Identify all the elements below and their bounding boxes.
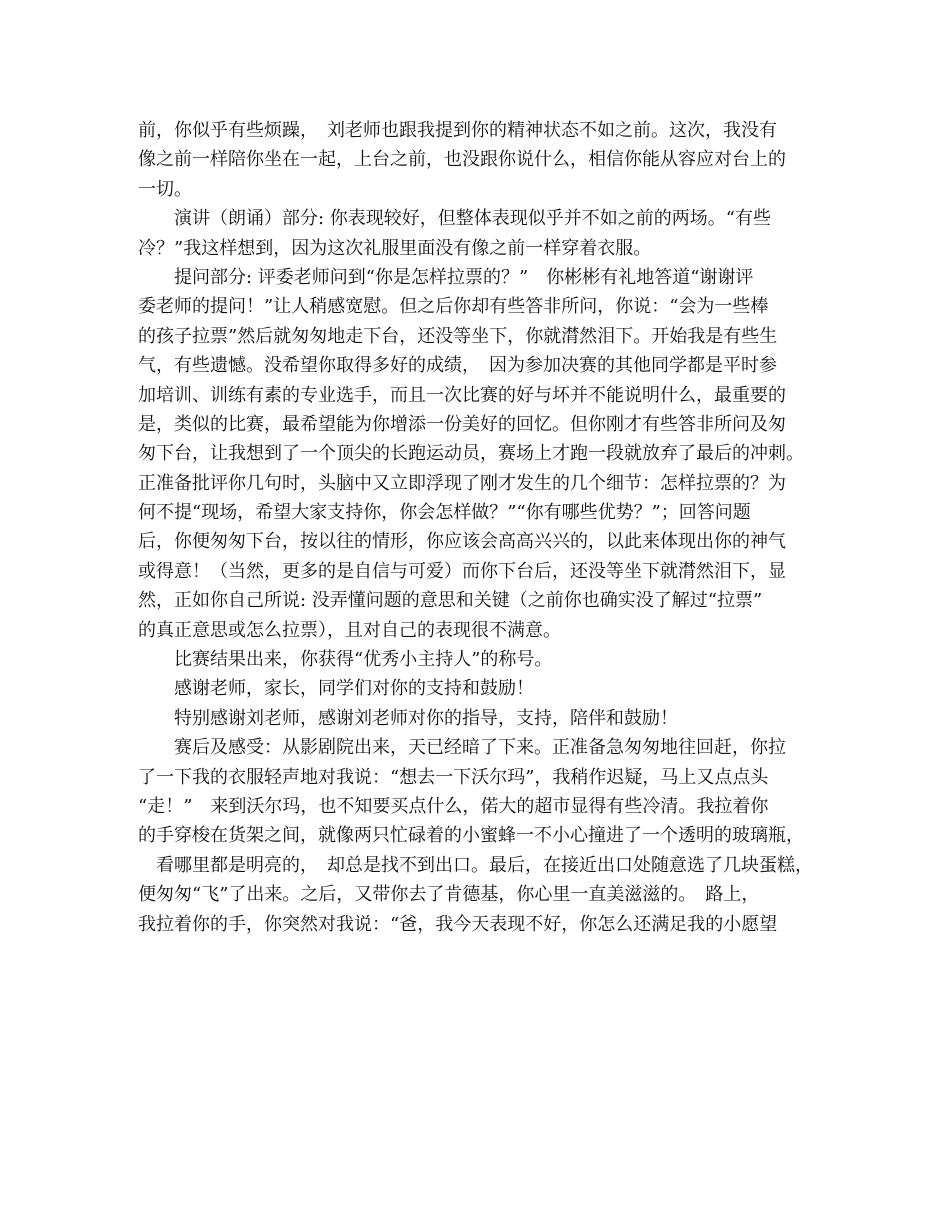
text-line: 匆下台，让我想到了一个顶尖的长跑运动员，赛场上才跑一段就放弃了最后的冲刺。 — [138, 443, 804, 465]
text-line: 正准备批评你几句时，头脑中又立即浮现了刚才发生的几个细节：怎样拉票的？为 — [138, 472, 786, 494]
text-line: 加培训、训练有素的专业选手，而且一次比赛的好与坏并不能说明什么，最重要的 — [138, 384, 786, 406]
text-line: 何不提“现场，希望大家支持你，你会怎样做？”“你有哪些优势？”；回答问题 — [138, 502, 751, 524]
text-line: 的孩子拉票”然后就匆匆地走下台，还没等坐下，你就潸然泪下。开始我是有些生 — [138, 325, 778, 347]
text-line: 像之前一样陪你坐在一起，上台之前，也没跟你说什么，相信你能从容应对台上的 — [138, 149, 786, 171]
text-line: 后，你便匆匆下台，按以往的情形，你应该会高高兴兴的，以此来体现出你的神气 — [138, 531, 786, 553]
text-line: 的手穿梭在货架之间，就像两只忙碌着的小蜜蜂一不小心撞进了一个透明的玻璃瓶， — [138, 825, 804, 847]
text-line: 便匆匆“飞”了出来。之后，又带你去了肯德基，你心里一直美滋滋的。 路上， — [138, 884, 760, 906]
body-text — [138, 116, 828, 939]
text-line: 特别感谢刘老师，感谢刘老师对你的指导，支持，陪伴和鼓励！ — [174, 707, 678, 729]
text-line: 前，你似乎有些烦躁， 刘老师也跟我提到你的精神状态不如之前。这次，我没有 — [138, 120, 777, 141]
text-line: 或得意！（当然，更多的是自信与可爱）而你下台后，还没等坐下就潸然泪下，显 — [138, 560, 786, 582]
text-line: 赛后及感受：从影剧院出来，天已经暗了下来。正准备急匆匆地往回赶，你拉 — [174, 737, 786, 759]
text-line: 冷？”我这样想到，因为这次礼服里面没有像之前一样穿着衣服。 — [138, 237, 652, 259]
text-line: 演讲（朗诵）部分: 你表现较好，但整体表现似乎并不如之前的两场。“有些 — [174, 208, 771, 230]
text-line: 是，类似的比赛，最希望能为你增添一份美好的回忆。但你刚才有些答非所问及匆 — [138, 413, 786, 435]
text-line: 提问部分: 评委老师问到“你是怎样拉票的？” 你彬彬有礼地答道“谢谢评 — [174, 266, 754, 288]
text-line: 了一下我的衣服轻声地对我说：“想去一下沃尔玛”，我稍作迟疑，马上又点点头 — [138, 766, 769, 788]
text-line: 感谢老师，家长，同学们对你的支持和鼓励！ — [174, 678, 534, 700]
text-line: 的真正意思或怎么拉票），且对自己的表现很不满意。 — [138, 619, 561, 641]
text-line: “走！” 来到沃尔玛，也不知要买点什么，偌大的超市显得有些冷清。我拉着你 — [138, 795, 769, 817]
text-line: 然，正如你自己所说: 没弄懂问题的意思和关键（之前你也确实没了解过“拉票” — [138, 590, 763, 612]
text-line: 委老师的提问！”让人稍感宽慰。但之后你却有些答非所问，你说：“会为一些棒 — [138, 296, 769, 318]
text-line: 看哪里都是明亮的， 却总是找不到出口。最后，在接近出口处随意选了几块蛋糕， — [138, 854, 813, 876]
text-line: 比赛结果出来，你获得“优秀小主持人”的称号。 — [174, 649, 553, 671]
text-line: 气，有些遗憾。没希望你取得多好的成绩， 因为参加决赛的其他同学都是平时参 — [138, 355, 777, 377]
text-line: 一切。 — [138, 178, 192, 200]
text-line: 我拉着你的手，你突然对我说：“爸，我今天表现不好，你怎么还满足我的小愿望 — [138, 913, 778, 935]
